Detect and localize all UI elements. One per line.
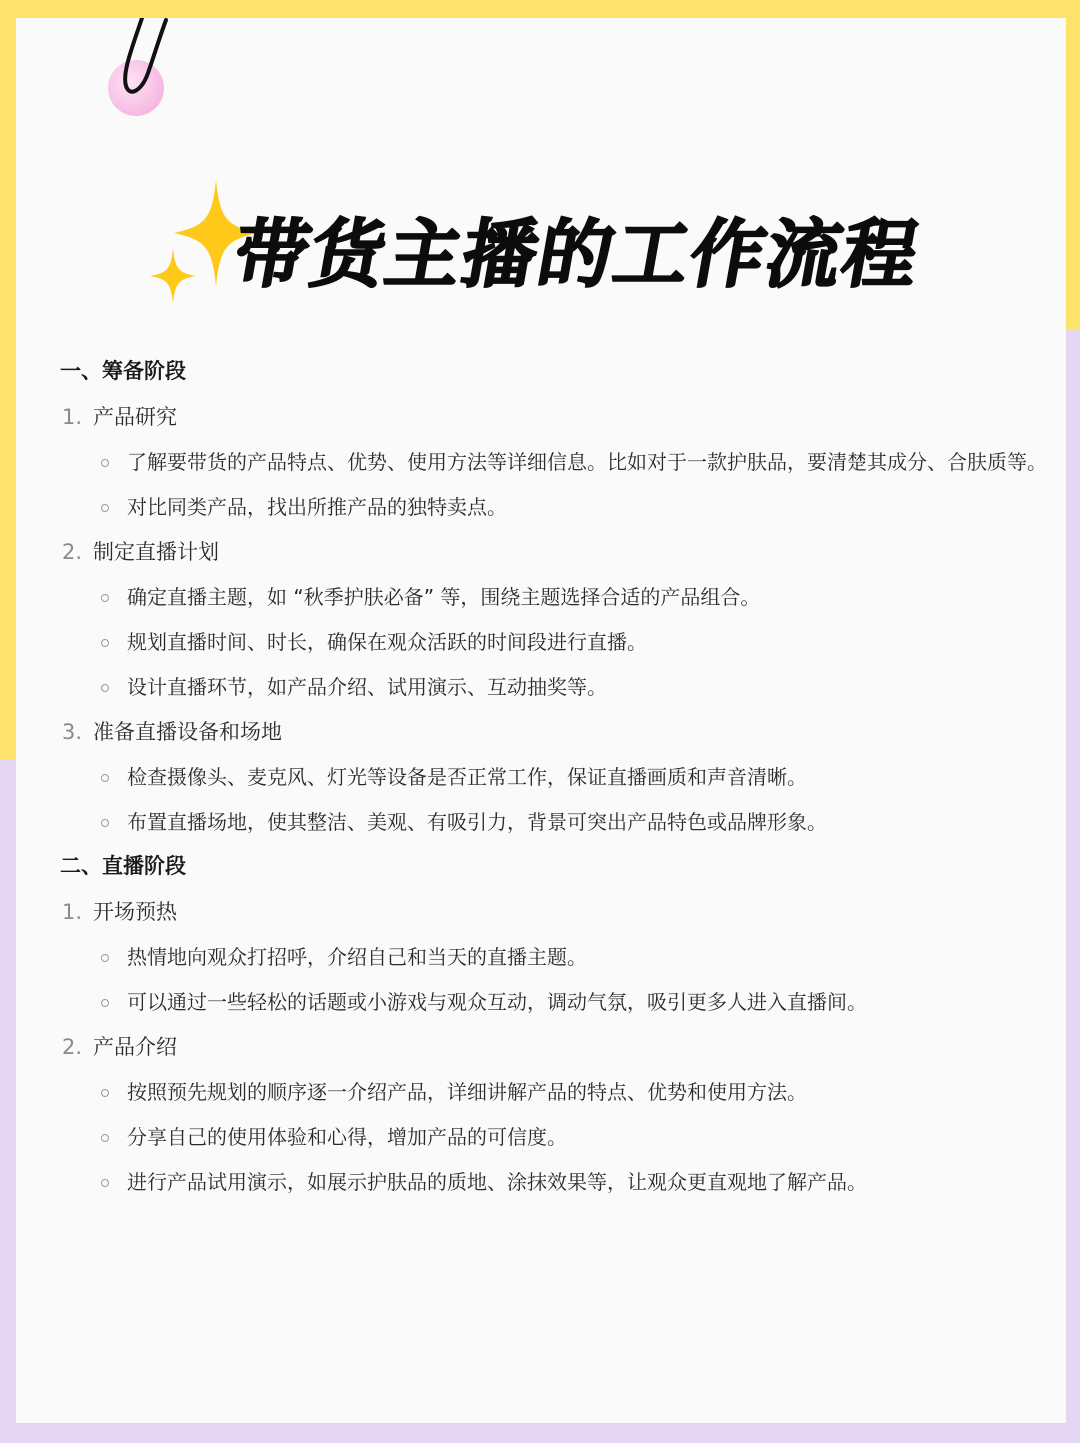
bullet-item: 可以通过一些轻松的话题或小游戏与观众互动，调动气氛，吸引更多人进入直播间。 <box>60 980 1050 1025</box>
bullet-item: 确定直播主题，如 “秋季护肤必备” 等，围绕主题选择合适的产品组合。 <box>60 575 1050 620</box>
item-number: 1. <box>62 900 83 924</box>
section-heading: 一、筹备阶段 <box>60 359 186 383</box>
bullet-item: 规划直播时间、时长，确保在观众活跃的时间段进行直播。 <box>60 620 1050 665</box>
bullet-item: 对比同类产品，找出所推产品的独特卖点。 <box>60 485 1050 530</box>
numbered-item <box>60 1025 1050 1070</box>
section-heading: 二、直播阶段 <box>60 854 186 878</box>
item-label: 产品介绍 <box>93 1035 177 1059</box>
numbered-item <box>60 395 1050 440</box>
item-number: 2. <box>62 1035 83 1059</box>
item-number: 1. <box>62 405 83 429</box>
document-body <box>60 350 1050 1205</box>
item-label: 开场预热 <box>93 900 177 924</box>
numbered-item <box>60 710 1050 755</box>
item-number: 3. <box>62 720 83 744</box>
bullet-item: 检查摄像头、麦克风、灯光等设备是否正常工作，保证直播画质和声音清晰。 <box>60 755 1050 800</box>
bullet-item: 进行产品试用演示，如展示护肤品的质地、涂抹效果等，让观众更直观地了解产品。 <box>60 1160 1050 1205</box>
bullet-item: 热情地向观众打招呼，介绍自己和当天的直播主题。 <box>60 935 1050 980</box>
numbered-item <box>60 890 1050 935</box>
item-label: 制定直播计划 <box>93 540 219 564</box>
page-title: 带货主播的工作流程 <box>227 212 927 298</box>
numbered-item <box>60 530 1050 575</box>
bullet-item: 了解要带货的产品特点、优势、使用方法等详细信息。比如对于一款护肤品，要清楚其成分、合肤质等。 <box>60 440 1050 485</box>
bullet-item: 设计直播环节，如产品介绍、试用演示、互动抽奖等。 <box>60 665 1050 710</box>
item-label: 产品研究 <box>93 405 177 429</box>
bullet-item: 布置直播场地，使其整洁、美观、有吸引力，背景可突出产品特色或品牌形象。 <box>60 800 1050 845</box>
bullet-item: 按照预先规划的顺序逐一介绍产品，详细讲解产品的特点、优势和使用方法。 <box>60 1070 1050 1115</box>
item-label: 准备直播设备和场地 <box>93 720 282 744</box>
bullet-item: 分享自己的使用体验和心得，增加产品的可信度。 <box>60 1115 1050 1160</box>
sparkle-small-icon <box>150 248 196 304</box>
title-block <box>146 178 966 308</box>
item-number: 2. <box>62 540 83 564</box>
paper-clip-icon <box>112 18 192 108</box>
